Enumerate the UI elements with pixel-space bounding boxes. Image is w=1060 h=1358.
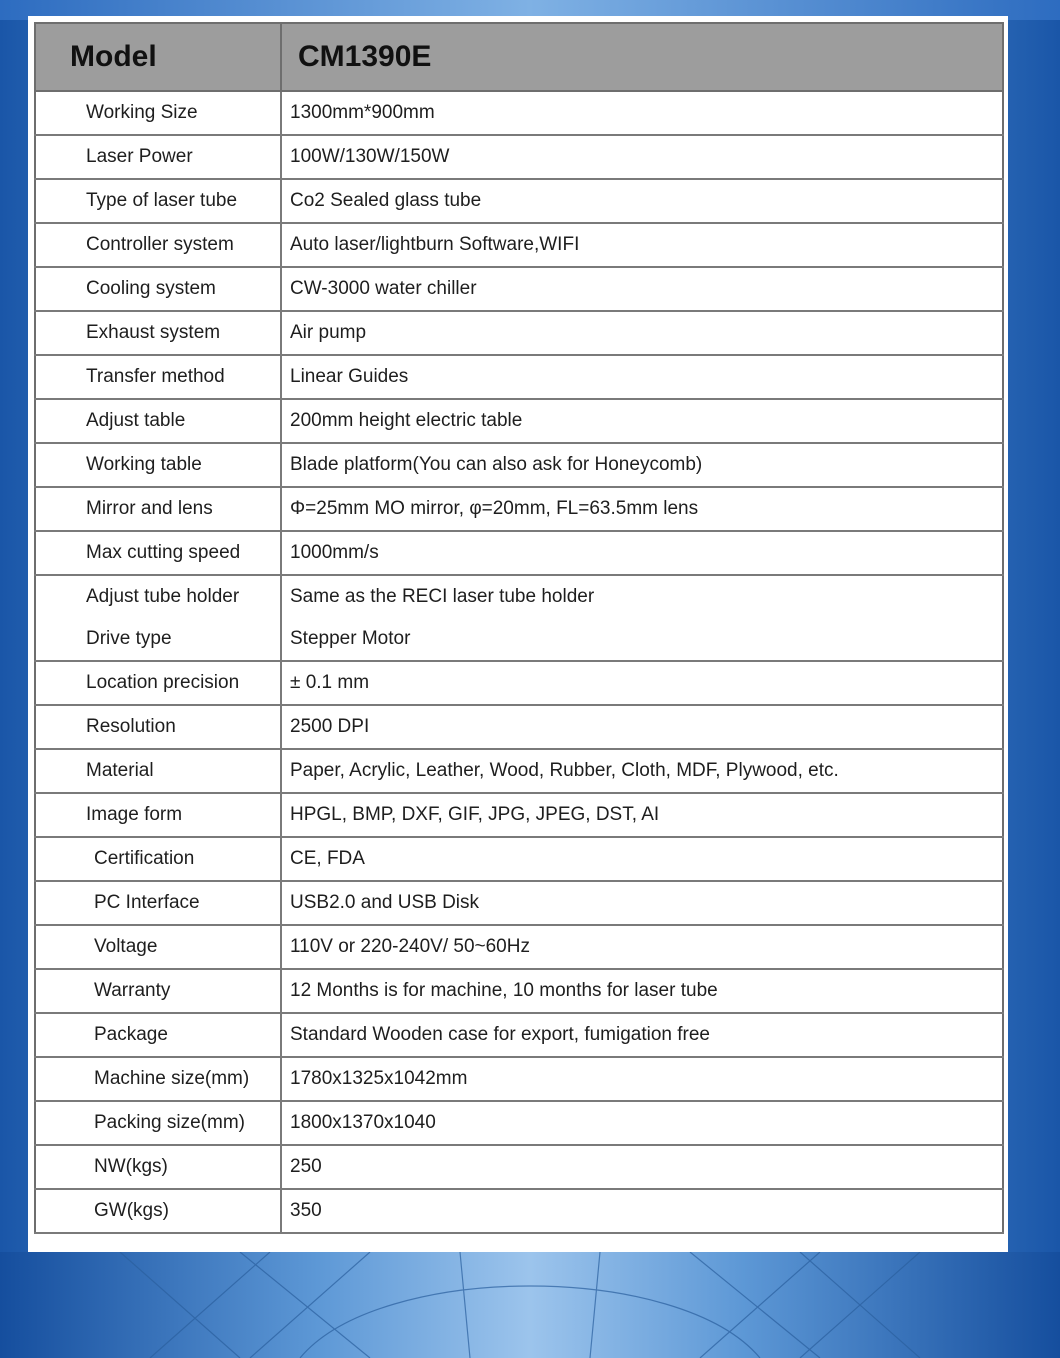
table-header-row [35, 23, 1003, 91]
spec-label: Material [35, 749, 281, 793]
table-row [35, 749, 1003, 793]
table-row [35, 1057, 1003, 1101]
spec-label: Working table [35, 443, 281, 487]
table-row [35, 91, 1003, 135]
spec-value: Standard Wooden case for export, fumigation free [281, 1013, 1003, 1057]
header-model-value: CM1390E [281, 23, 1003, 91]
spec-value: USB2.0 and USB Disk [281, 881, 1003, 925]
table-row [35, 135, 1003, 179]
table-row [35, 793, 1003, 837]
table-row [35, 661, 1003, 705]
spec-label: GW(kgs) [35, 1189, 281, 1233]
spec-value: Φ=25mm MO mirror, φ=20mm, FL=63.5mm lens [281, 487, 1003, 531]
spec-label: Machine size(mm) [35, 1057, 281, 1101]
table-row [35, 355, 1003, 399]
spec-value: 110V or 220-240V/ 50~60Hz [281, 925, 1003, 969]
spec-label: Packing size(mm) [35, 1101, 281, 1145]
table-row [35, 575, 1003, 618]
spec-label: Type of laser tube [35, 179, 281, 223]
spec-label: Exhaust system [35, 311, 281, 355]
table-row [35, 881, 1003, 925]
table-row [35, 705, 1003, 749]
spec-value: HPGL, BMP, DXF, GIF, JPG, JPEG, DST, AI [281, 793, 1003, 837]
spec-table [34, 22, 1004, 1234]
header-label: Model [35, 23, 281, 91]
spec-value: 2500 DPI [281, 705, 1003, 749]
table-row [35, 837, 1003, 881]
spec-label: Drive type [35, 618, 281, 661]
spec-label: Certification [35, 837, 281, 881]
spec-label: Mirror and lens [35, 487, 281, 531]
spec-value: ± 0.1 mm [281, 661, 1003, 705]
table-row [35, 267, 1003, 311]
spec-value: Co2 Sealed glass tube [281, 179, 1003, 223]
table-row [35, 311, 1003, 355]
spec-value: Linear Guides [281, 355, 1003, 399]
table-row [35, 531, 1003, 575]
spec-label: Laser Power [35, 135, 281, 179]
spec-label: Controller system [35, 223, 281, 267]
spec-value: Air pump [281, 311, 1003, 355]
spec-label: Working Size [35, 91, 281, 135]
table-row [35, 223, 1003, 267]
spec-value: Same as the RECI laser tube holder [281, 575, 1003, 618]
background-decorative-band [0, 1252, 1060, 1358]
decorative-lines [0, 1252, 1060, 1358]
spec-value: 1800x1370x1040 [281, 1101, 1003, 1145]
spec-label: Resolution [35, 705, 281, 749]
table-row [35, 618, 1003, 661]
spec-value: Blade platform(You can also ask for Honeycomb) [281, 443, 1003, 487]
table-row [35, 1145, 1003, 1189]
table-row [35, 399, 1003, 443]
table-row [35, 487, 1003, 531]
spec-value: 1000mm/s [281, 531, 1003, 575]
table-row [35, 1013, 1003, 1057]
spec-value: Auto laser/lightburn Software,WIFI [281, 223, 1003, 267]
spec-sheet [28, 16, 1008, 1252]
table-row [35, 1101, 1003, 1145]
spec-value: 350 [281, 1189, 1003, 1233]
spec-value: 200mm height electric table [281, 399, 1003, 443]
table-row [35, 443, 1003, 487]
spec-value: 12 Months is for machine, 10 months for laser tube [281, 969, 1003, 1013]
table-row [35, 969, 1003, 1013]
table-row [35, 179, 1003, 223]
spec-value: 1300mm*900mm [281, 91, 1003, 135]
table-row [35, 1189, 1003, 1233]
spec-value: Paper, Acrylic, Leather, Wood, Rubber, Cloth, MDF, Plywood, etc. [281, 749, 1003, 793]
spec-label: Warranty [35, 969, 281, 1013]
spec-label: NW(kgs) [35, 1145, 281, 1189]
table-row [35, 925, 1003, 969]
spec-label: Image form [35, 793, 281, 837]
spec-value: 250 [281, 1145, 1003, 1189]
spec-label: Transfer method [35, 355, 281, 399]
spec-label: Adjust table [35, 399, 281, 443]
spec-label: Adjust tube holder [35, 575, 281, 618]
spec-label: PC Interface [35, 881, 281, 925]
spec-value: 100W/130W/150W [281, 135, 1003, 179]
spec-label: Location precision [35, 661, 281, 705]
spec-label: Max cutting speed [35, 531, 281, 575]
spec-label: Voltage [35, 925, 281, 969]
spec-value: CE, FDA [281, 837, 1003, 881]
spec-value: Stepper Motor [281, 618, 1003, 661]
spec-value: CW-3000 water chiller [281, 267, 1003, 311]
spec-value: 1780x1325x1042mm [281, 1057, 1003, 1101]
spec-label: Cooling system [35, 267, 281, 311]
spec-label: Package [35, 1013, 281, 1057]
